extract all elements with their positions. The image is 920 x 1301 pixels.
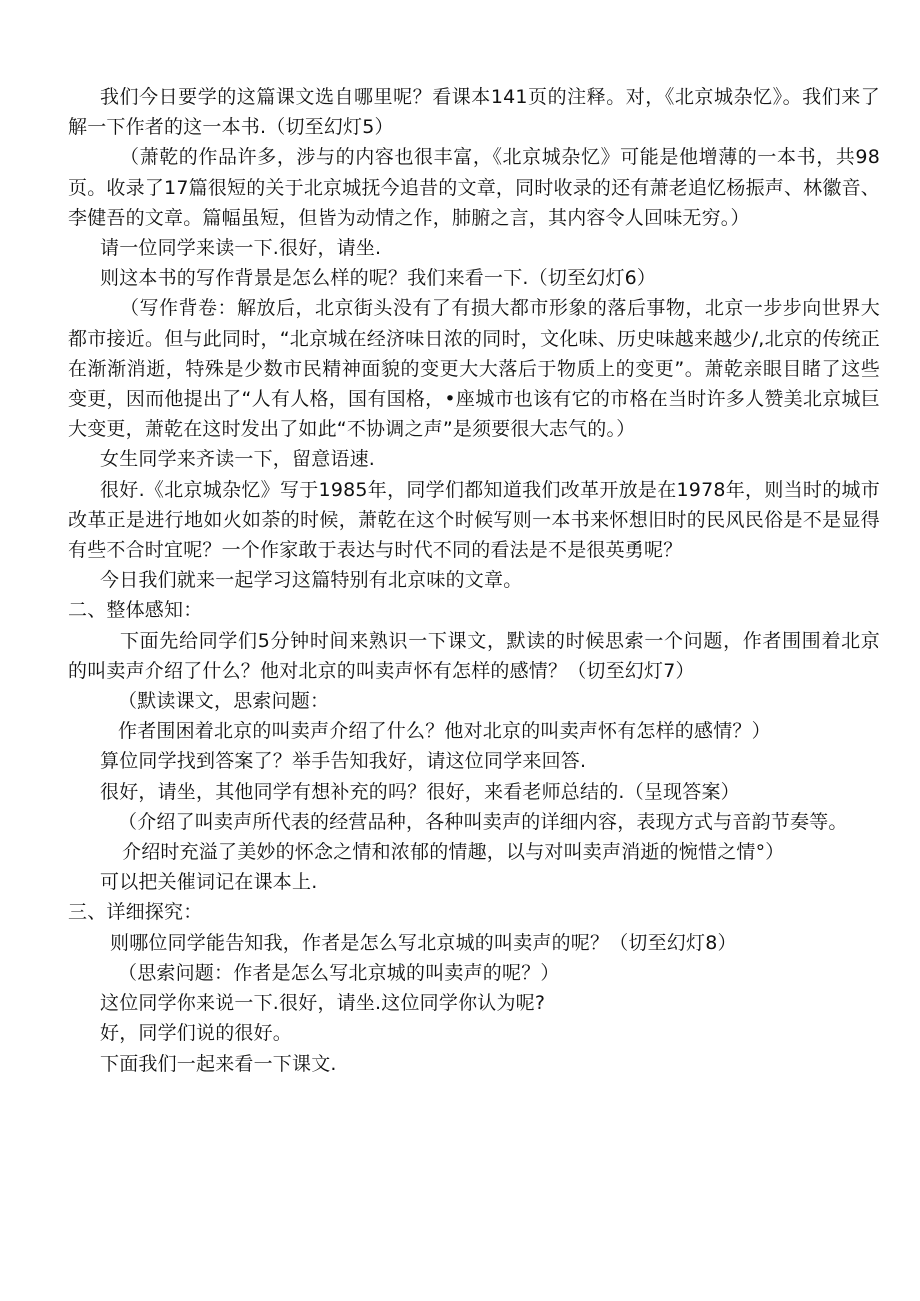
paragraph-silent-reading-task: 下面先给同学们5分钟时间来熟识一下课文，默读的时候思索一个问题，作者围围着北京的叫卖声介绍了什么？他对北京的叫卖声怀有怎样的感情？（切至幻灯7）	[68, 629, 880, 682]
paragraph-girls-read: 女生同学来齐读一下，留意语速.	[100, 448, 376, 471]
paragraph-look-at-text: 下面我们一起来看一下课文.	[100, 1052, 337, 1075]
paragraph-intro-source: 我们今日要学的这篇课文选自哪里呢？看课本141页的注释。对，《北京城杂忆》。我们来了解一下作者的这一本书.（切至幻灯5）	[68, 86, 880, 139]
paragraph-good-response: 好，同学们说的很好。	[100, 1022, 293, 1045]
section-heading-overall-perception: 二、整体感知：	[68, 599, 203, 622]
section-heading-detailed-exploration: 三、详细探究：	[68, 901, 203, 924]
paragraph-how-written-question: 则哪位同学能告知我，作者是怎么写北京城的叫卖声的呢？（切至幻灯8）	[110, 931, 737, 954]
paragraph-answer-part-two: 介绍时充溢了美妙的怀念之情和浓郁的情趣，以与对叫卖声消逝的惋惜之情°）	[122, 841, 785, 864]
paragraph-writing-background: （写作背卷：解放后，北京街头没有了有损大都市形象的落后事物，北京一步步向世界大都市接近。但与此同时，“北京城在经济味日浓的同时，文化味、历史味越来越少/,北京的传统正在渐渐消逝，特殊是少数市民精神面貌的变更大大落后于物质上的变更”。萧乾亲眼目睹了这些变更，因而他提出了“人有人格，国有国格，•座城市也该有它的市格在当时许多人赞美北京城巨大变更，萧乾在这时发出了如此“不协调之声”是须要很大志气的。）	[68, 297, 880, 441]
paragraph-answer-part-one: （介绍了叫卖声所代表的经营品种，各种叫卖声的详细内容，表现方式与音韵节奏等。	[118, 810, 848, 833]
paragraph-teacher-summary: 很好，请坐，其他同学有想补充的吗？很好，来看老师总结的.（呈现答案）	[100, 780, 740, 803]
paragraph-background-question: 则这本书的写作背景是怎么样的呢？我们来看一下.（切至幻灯6）	[100, 267, 657, 290]
paragraph-today-lesson: 今日我们就来一起学习这篇特别有北京味的文章。	[100, 569, 523, 592]
paragraph-silent-reading-question: 作者围困着北京的叫卖声介绍了什么？他对北京的叫卖声怀有怎样的感情？）	[118, 720, 771, 743]
paragraph-thinking-question: （思索问题：作者是怎么写北京城的叫卖声的呢？）	[118, 961, 560, 984]
paragraph-book-note: （萧乾的作品许多，涉与的内容也很丰富，《北京城杂忆》可能是他增薄的一本书，共98页。收录了17篇很短的关于北京城抚今追昔的文章，同时收录的还有萧老追忆杨振声、林徽音、李健吾的文章。篇幅虽短，但皆为动情之作，肺腑之言，其内容令人回味无穷。）	[68, 146, 880, 229]
paragraph-student-answers: 这位同学你来说一下.很好，请坐.这位同学你认为呢?	[100, 992, 546, 1015]
document-body	[68, 82, 880, 1079]
paragraph-silent-reading-prompt: （默读课文，思索问题：	[118, 690, 330, 713]
paragraph-read-aloud: 请一位同学来读一下.很好，请坐.	[100, 237, 382, 260]
paragraph-reform-discussion: 很好.《北京城杂忆》写于1985年，同学们都知道我们改革开放是在1978年，则当时的城市改革正是进行地如火如荼的时候，萧乾在这个时候写则一本书来怀想旧时的民风民俗是不是显得有些不合时宜呢？一个作家敢于表达与时代不同的看法是不是很英勇呢？	[68, 478, 880, 562]
paragraph-who-found-answer: 算位同学找到答案了？举手告知我好，请这位同学来回答.	[100, 750, 587, 773]
paragraph-keywords-note: 可以把关催词记在课本上.	[100, 871, 318, 894]
